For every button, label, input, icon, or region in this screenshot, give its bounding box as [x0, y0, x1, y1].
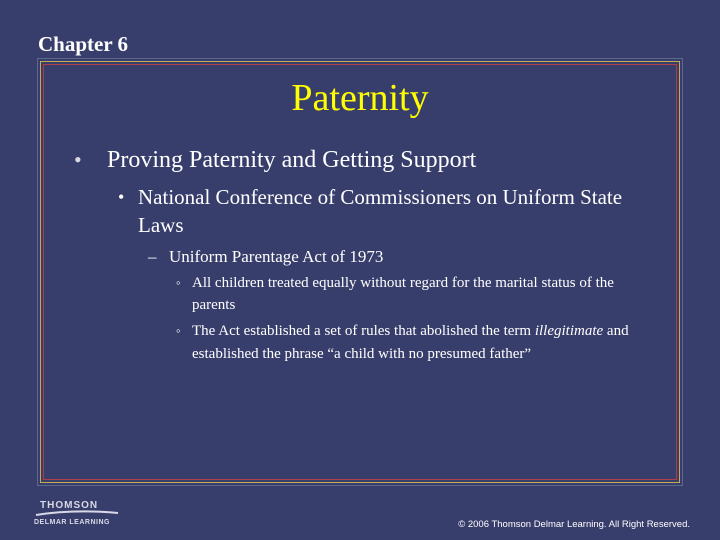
logo-line2: DELMAR LEARNING — [34, 519, 110, 526]
bullet-level3 — [148, 245, 648, 269]
bullet-text: Uniform Parentage Act of 1973 — [169, 247, 384, 266]
slide-title: Paternity — [291, 77, 429, 119]
chapter-label: Chapter 6 — [38, 32, 129, 56]
bullet-text: National Conference of Commissioners on Uniform State Laws — [138, 185, 623, 237]
bullet-text-italic: illegitimate — [534, 323, 604, 339]
logo-line1: THOMSON — [40, 500, 99, 511]
bullet-level4-equal-treatment — [176, 272, 656, 316]
bullet-text: Proving Paternity and Getting Support — [107, 147, 477, 173]
bullet-level1 — [74, 145, 674, 175]
bullet-level4-rules — [176, 320, 656, 366]
bullet-text: All children treated equally without regard for the marital status of the parents — [192, 275, 614, 313]
thomson-delmar-logo — [34, 500, 120, 532]
bullet-text-before: The Act established a set of rules that abolished the term — [192, 323, 535, 339]
bullet-text-after: and established the phrase “a child with no presumed father” — [192, 323, 629, 362]
bullet-marker: • — [74, 147, 82, 172]
bullet-marker: – — [148, 247, 157, 266]
copyright-text: © 2006 Thomson Delmar Learning. All Right Reserved. — [458, 519, 690, 530]
bullet-text — [192, 320, 656, 366]
bullet-marker: ◦ — [176, 323, 181, 338]
bullet-level2 — [118, 183, 658, 239]
bullet-marker: • — [118, 187, 125, 207]
bullet-marker: ◦ — [176, 275, 181, 290]
